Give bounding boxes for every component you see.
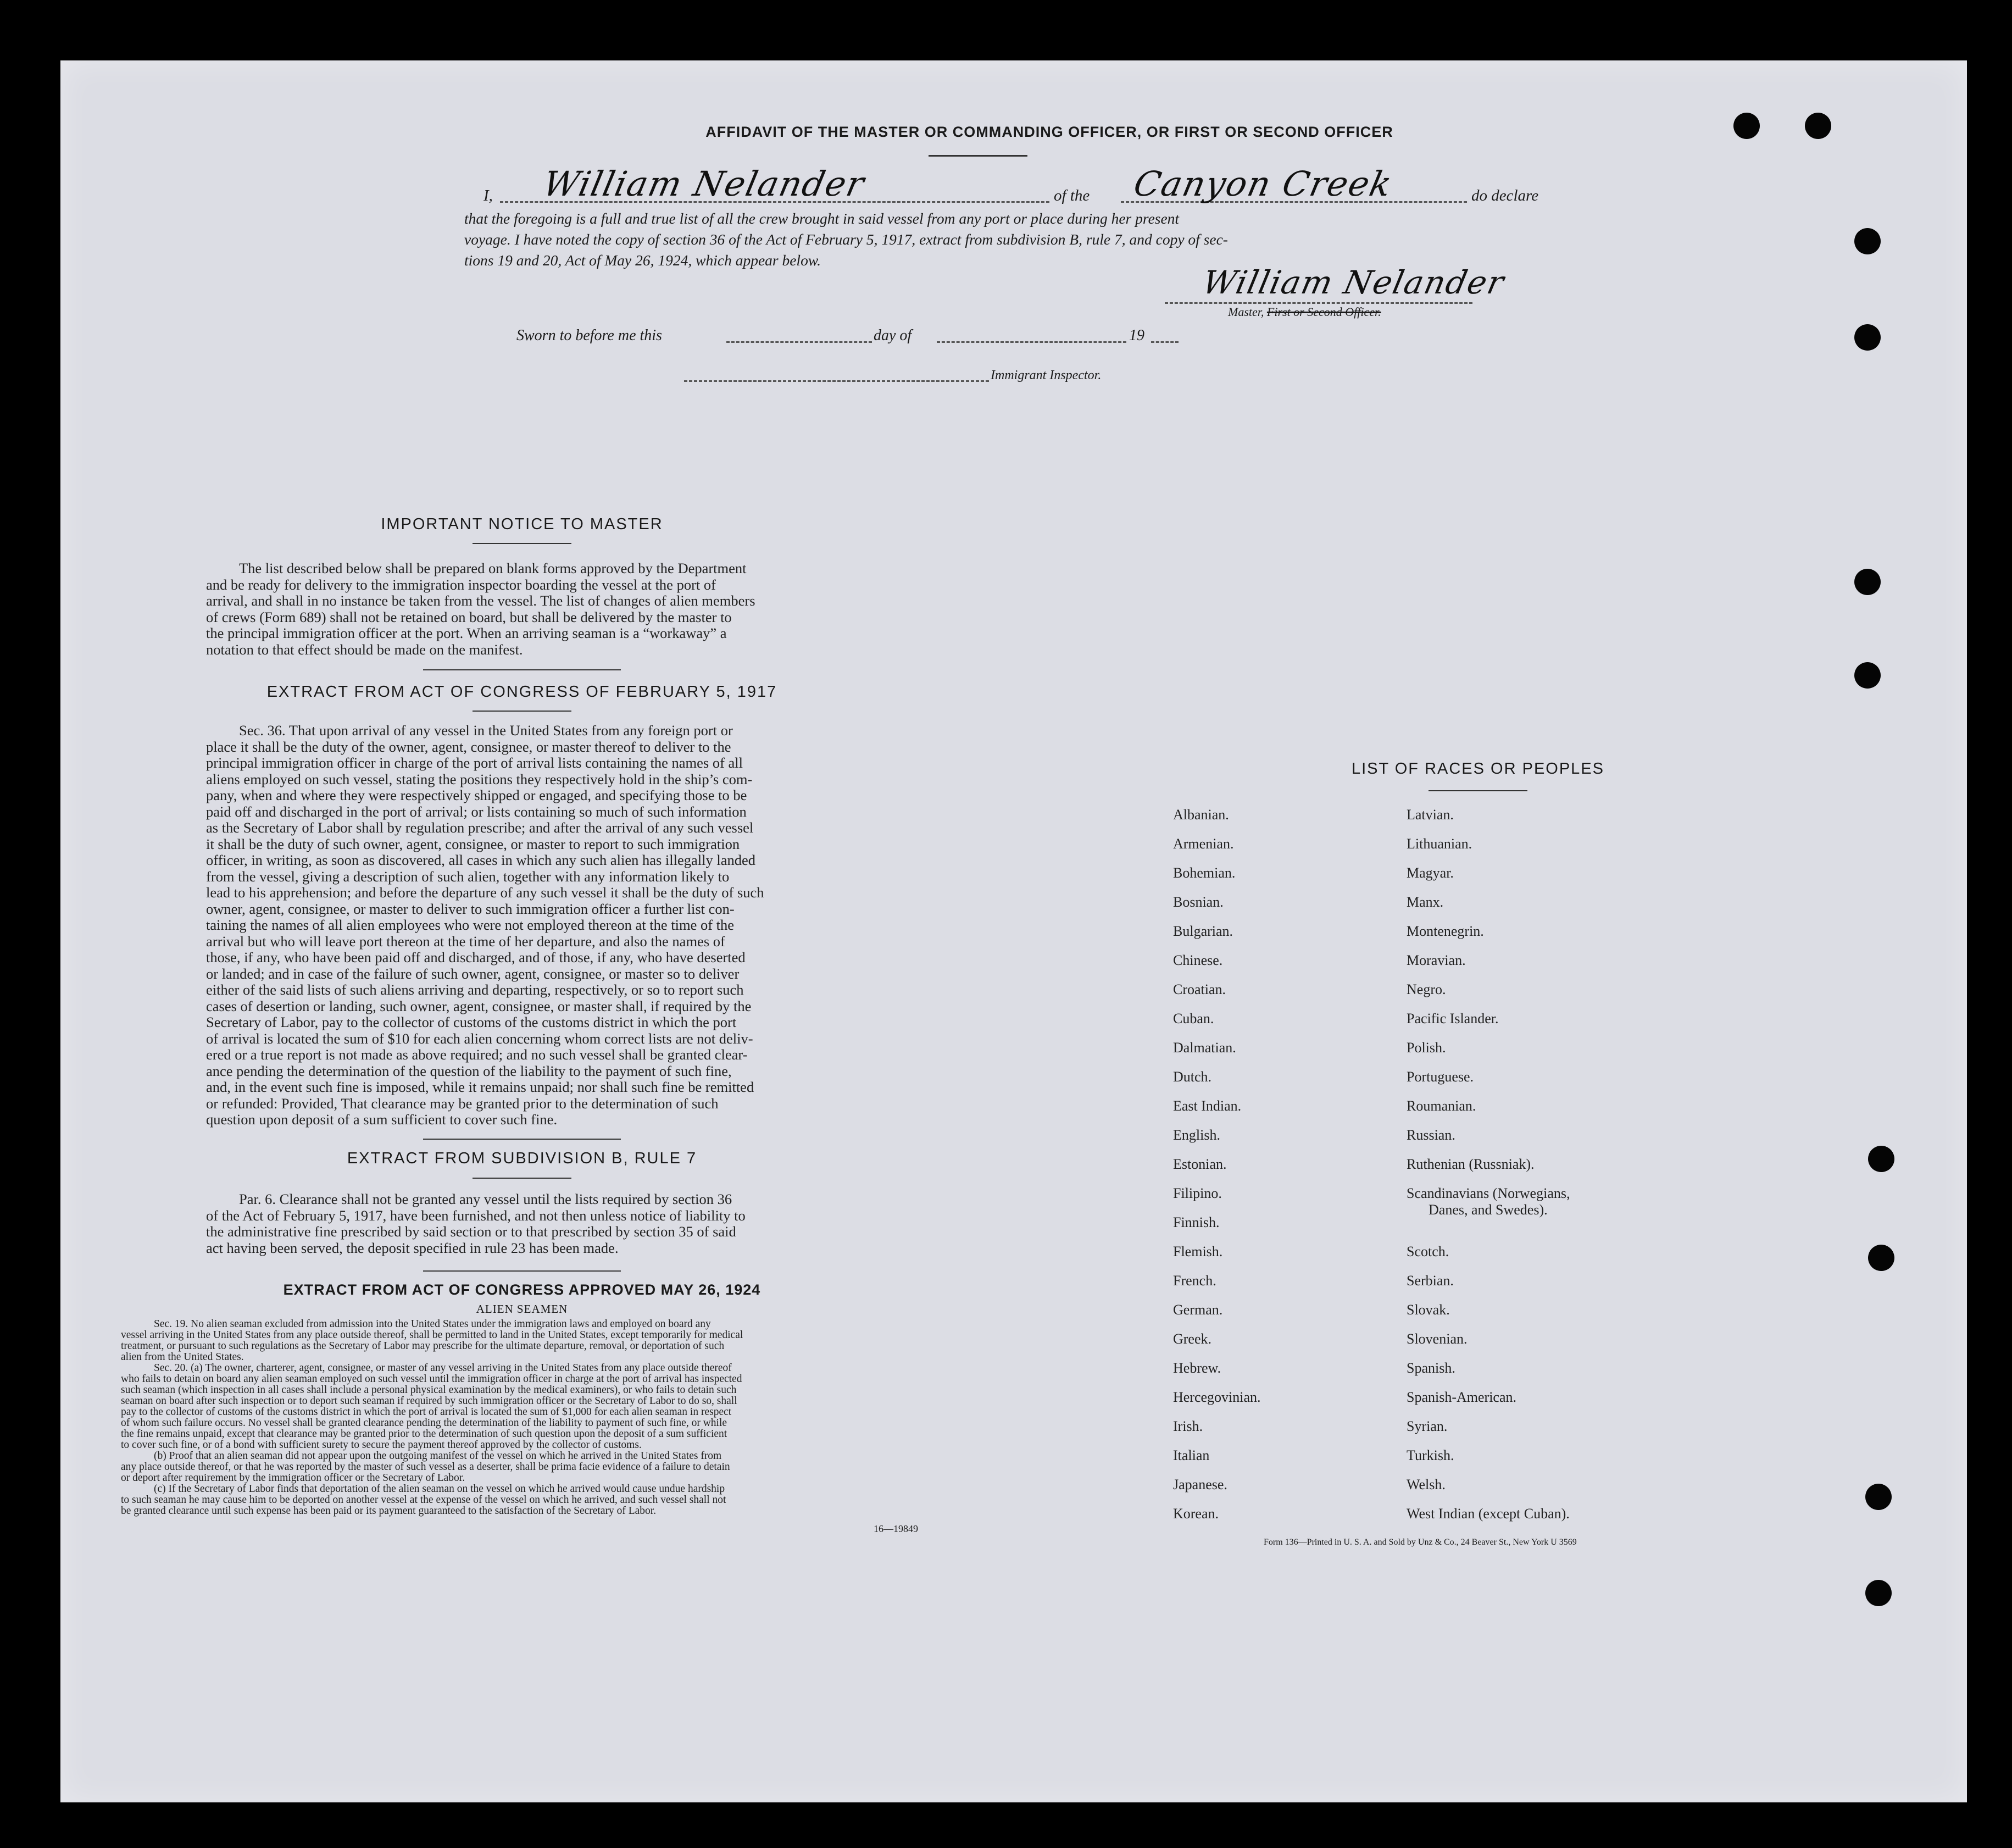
act1924-line: (b) Proof that an alien seaman did not appear upon the outgoing manifest of the vessel on which he arrived in the United States from [154, 1450, 722, 1462]
rule7-title: EXTRACT FROM SUBDIVISION B, RULE 7 [347, 1150, 697, 1167]
punch-hole [1733, 113, 1760, 139]
act1924-line: (c) If the Secretary of Labor finds that deportation of the alien seaman on the vessel on which he arrived would cause undue hardship [154, 1483, 725, 1495]
race-item: Bosnian. [1173, 894, 1224, 910]
race-item: Hebrew. [1173, 1360, 1221, 1376]
act1917-line: question upon deposit of a sum sufficient to cover such fine. [206, 1111, 558, 1128]
race-item: Ruthenian (Russniak). [1407, 1156, 1535, 1172]
act1924-line: Sec. 20. (a) The owner, charterer, agent, consignee, or master of any vessel arriving in the United States from any place outside thereof [154, 1362, 732, 1374]
race-item: Danes, and Swedes). [1429, 1202, 1548, 1218]
race-item: Finnish. [1173, 1214, 1220, 1230]
rule7-end-rule [423, 1270, 621, 1272]
act1924-line: who fails to detain on board any alien seaman employed on such vessel until the immigration officer in charge at the port of arrival has inspected [121, 1373, 742, 1385]
punch-hole [1854, 228, 1881, 254]
race-item: Korean. [1173, 1506, 1219, 1522]
race-item: Albanian. [1173, 807, 1229, 823]
race-item: Chinese. [1173, 952, 1223, 968]
act1924-subtitle: ALIEN SEAMEN [476, 1302, 568, 1316]
act1924-line: Sec. 19. No alien seaman excluded from admission into the United States under the immigration laws and employed on board any [154, 1318, 711, 1330]
race-item: English. [1173, 1127, 1220, 1143]
race-item: Spanish. [1407, 1360, 1455, 1376]
race-item: Slovak. [1407, 1302, 1450, 1318]
race-item: East Indian. [1173, 1098, 1242, 1114]
act1917-line: and, in the event such fine is imposed, while it remains unpaid; nor shall such fine be remitted [206, 1079, 754, 1095]
rule7-line: Par. 6. Clearance shall not be granted any vessel until the lists required by section 36 [239, 1191, 732, 1207]
races-rule [1429, 790, 1527, 791]
act1917-line: as the Secretary of Labor shall by regulation prescribe; and after the arrival of any such vessel [206, 819, 754, 836]
act1917-line: it shall be the duty of such owner, agent, consignee, or master to report to such immigration [206, 835, 740, 852]
act1917-rule [473, 711, 571, 712]
race-item: German. [1173, 1302, 1223, 1318]
race-item: Latvian. [1407, 807, 1454, 823]
document-sheet [60, 60, 1967, 1802]
act1917-line: pany, when and where they were respectively shipped or engaged, and specifying those to be [206, 787, 747, 803]
race-item: Estonian. [1173, 1156, 1227, 1172]
race-item: Manx. [1407, 894, 1444, 910]
notice-paragraph [206, 560, 890, 658]
act1924-line: treatment, or pursuant to such regulations as the Secretary of Labor may prescribe for the ultimate departure, removal, or deportation of such [121, 1340, 725, 1352]
rule7-line: act having been served, the deposit specified in rule 23 has been made. [206, 1239, 619, 1256]
act1917-line: aliens employed on such vessel, stating the positions they respectively hold in the ship’s com- [206, 770, 753, 787]
race-item: Croatian. [1173, 981, 1226, 997]
sworn-text: Sworn to before me this [516, 327, 662, 344]
race-item: Serbian. [1407, 1273, 1454, 1289]
act1924-line: or deport after requirement by the immigration officer or the Secretary of Labor. [121, 1472, 465, 1484]
punch-hole [1854, 569, 1881, 595]
race-item: Bulgarian. [1173, 923, 1233, 939]
act1917-line: ance pending the determination of the question of the liability to the payment of such fine, [206, 1062, 732, 1079]
act1924-line: any place outside thereof, or that he was reported by the master of such vessel as a deserter, shall be prima facie evidence of a failure to detain [121, 1461, 730, 1473]
master-word: Master, [1228, 305, 1264, 319]
rule7-paragraph [206, 1191, 890, 1256]
act1924-line: such seaman (which inspection in all cases shall include a personal physical examination by the medical examiners), or who fails to detain such [121, 1384, 737, 1396]
races-title: LIST OF RACES OR PEOPLES [1351, 760, 1605, 778]
act1917-line: or refunded: Provided, That clearance may be granted prior to the determination of such [206, 1095, 719, 1112]
rule7-line: of the Act of February 5, 1917, have been furnished, and not then unless notice of liability to [206, 1207, 746, 1224]
form-code: 16—19849 [874, 1523, 918, 1534]
notice-rule [473, 543, 571, 544]
sworn-month-line [937, 341, 1126, 343]
act1924-line: alien from the United States. [121, 1351, 244, 1363]
race-item: Welsh. [1407, 1477, 1446, 1492]
notice-line: notation to that effect should be made on the manifest. [206, 641, 523, 658]
act1924-line: to such seaman he may cause him to be deported on another vessel at the expense of the vessel on which he arrived, and such vessel shall not [121, 1494, 726, 1506]
act1917-line: Sec. 36. That upon arrival of any vessel in the United States from any foreign port or [239, 722, 733, 739]
master-signature: William Nelander [1199, 264, 1508, 301]
i-word: I, [483, 187, 493, 204]
year-text: 19 [1129, 327, 1144, 344]
notice-line: the principal immigration officer at the port. When an arriving seaman is a “workaway” a [206, 625, 727, 641]
printer-footer: Form 136—Printed in U. S. A. and Sold by Unz & Co., 24 Beaver St., New York U 3569 [1264, 1538, 1577, 1547]
affidavit-line-3: voyage. I have noted the copy of section 36 of the Act of February 5, 1917, extract from subdivision B, rule 7, and copy of sec- [464, 231, 1228, 248]
act1917-line: place it shall be the duty of the owner, agent, consignee, or master thereof to deliver to the [206, 738, 731, 755]
struck-officer-label: First or Second Officer. [1266, 305, 1381, 319]
race-item: Dalmatian. [1173, 1040, 1236, 1056]
signature-line [1165, 302, 1472, 304]
race-item: Slovenian. [1407, 1331, 1468, 1347]
race-item: Lithuanian. [1407, 836, 1472, 852]
race-item: Russian. [1407, 1127, 1455, 1143]
punch-hole [1854, 324, 1881, 351]
act1917-title: EXTRACT FROM ACT OF CONGRESS OF FEBRUARY 5, 1917 [266, 683, 777, 701]
day-of-text: day of [874, 327, 912, 344]
act1917-line: those, if any, who have been paid off and discharged, and of those, if any, who have deserted [206, 949, 746, 965]
race-item: Syrian. [1407, 1418, 1448, 1434]
master-label [1228, 305, 1381, 319]
title-rule [929, 155, 1027, 157]
race-item: Montenegrin. [1407, 923, 1484, 939]
affidavit-line-2: that the foregoing is a full and true list of all the crew brought in said vessel from any port or place during her present [464, 210, 1180, 227]
race-item: Polish. [1407, 1040, 1446, 1056]
inspector-label: Immigrant Inspector. [991, 368, 1102, 382]
act1924-line: pay to the collector of customs of the customs district in which the port of arrival is located the sum of $1,000 for each alien seaman in respect [121, 1406, 732, 1418]
punch-hole [1868, 1245, 1894, 1271]
act1924-line: be granted clearance until such expense has been paid or its payment guaranteed to the satisfaction of the Secretary of Labor. [121, 1505, 657, 1517]
act1917-line: ered or a true report is not made as above required; and no such vessel shall be granted clear- [206, 1046, 748, 1063]
race-item: Negro. [1407, 981, 1446, 997]
race-item: Armenian. [1173, 836, 1234, 852]
act1917-line: of arrival is located the sum of $10 for each alien concerning whom correct lists are not deliv- [206, 1030, 753, 1047]
notice-line: The list described below shall be prepared on blank forms approved by the Department [239, 560, 747, 576]
do-declare-text: do declare [1471, 187, 1539, 204]
notice-line: arrival, and shall in no instance be taken from the vessel. The list of changes of alien members [206, 592, 755, 609]
race-item: Moravian. [1407, 952, 1466, 968]
race-item: Scandinavians (Norwegians, [1407, 1185, 1570, 1201]
race-item: Roumanian. [1407, 1098, 1476, 1114]
act1917-line: from the vessel, giving a description of such alien, together with any information likely to [206, 868, 730, 885]
race-item: Filipino. [1173, 1185, 1222, 1201]
punch-hole [1854, 662, 1881, 689]
race-item: Dutch. [1173, 1069, 1212, 1085]
act1917-line: paid off and discharged in the port of arrival; or lists containing so much of such information [206, 803, 747, 820]
act1917-line: owner, agent, consignee, or master to deliver to such immigration officer a further list con- [206, 900, 735, 917]
race-item: Greek. [1173, 1331, 1212, 1347]
act1917-end-rule [423, 1139, 621, 1140]
act1917-line: officer, in writing, as soon as discovered, all cases in which any such alien has illegally landed [206, 852, 756, 868]
act1917-line: cases of desertion or landing, such owner, agent, consignee, or master shall, if required by the [206, 997, 752, 1014]
race-item: Turkish. [1407, 1447, 1454, 1463]
act1917-line: either of the said lists of such aliens arriving and departing, respectively, or so to report such [206, 981, 744, 998]
sworn-year-line [1151, 341, 1179, 343]
notice-line: of crews (Form 689) shall not be retained on board, but shall be delivered by the master to [206, 608, 732, 625]
act1917-line: principal immigration officer in charge of the port of arrival lists containing the names of all [206, 754, 743, 771]
handwritten-vessel-name: Canyon Creek [1130, 164, 1397, 204]
punch-hole [1805, 113, 1831, 139]
race-item: French. [1173, 1273, 1216, 1289]
act1917-line: or landed; and in case of the failure of such owner, agent, consignee, or master so to deliver [206, 965, 740, 982]
race-item: Magyar. [1407, 865, 1454, 881]
act1924-line: the fine remains unpaid, except that clearance may be granted prior to the determination of such question upon the deposit of a sum sufficient [121, 1428, 727, 1440]
act1917-line: Secretary of Labor, pay to the collector of customs of the customs district in which the port [206, 1014, 737, 1030]
race-item: Italian [1173, 1447, 1210, 1463]
race-item: Irish. [1173, 1418, 1203, 1434]
act1917-line: lead to his apprehension; and before the departure of any such vessel it shall be the duty of such [206, 884, 764, 901]
act1924-paragraph [121, 1319, 926, 1517]
race-item: Pacific Islander. [1407, 1011, 1499, 1026]
rule7-line: the administrative fine prescribed by said section or to that prescribed by section 35 of said [206, 1223, 736, 1240]
race-item: Scotch. [1407, 1244, 1449, 1259]
race-item: Hercegovinian. [1173, 1389, 1261, 1405]
race-item: Portuguese. [1407, 1069, 1474, 1085]
inspector-line [684, 380, 989, 382]
affidavit-title: AFFIDAVIT OF THE MASTER OR COMMANDING OFFICER, OR FIRST OR SECOND OFFICER [705, 124, 1393, 140]
race-item: Japanese. [1173, 1477, 1227, 1492]
notice-end-rule [423, 669, 621, 670]
race-item: Bohemian. [1173, 865, 1236, 881]
punch-hole [1865, 1484, 1892, 1510]
act1917-line: arrival but who will leave port thereon at the time of her departure, and also the names of [206, 933, 725, 950]
act1924-line: to cover such fine, or of a bond with sufficient surety to secure the payment thereof approved by the collector of customs. [121, 1439, 642, 1451]
race-item: West Indian (except Cuban). [1407, 1506, 1570, 1522]
punch-hole [1865, 1580, 1892, 1606]
of-the-text: of the [1054, 187, 1090, 204]
act1917-paragraph [206, 723, 890, 1128]
notice-title: IMPORTANT NOTICE TO MASTER [381, 515, 663, 533]
act1917-line: taining the names of all alien employees who were not employed thereon at the time of the [206, 917, 735, 933]
rule7-rule [473, 1178, 571, 1179]
affidavit-line-4: tions 19 and 20, Act of May 26, 1924, which appear below. [464, 252, 821, 269]
act1924-line: vessel arriving in the United States from any place outside thereof, shall be permitted to land in the United States, except temporarily for medical [121, 1329, 743, 1341]
race-item: Flemish. [1173, 1244, 1223, 1259]
punch-hole [1868, 1146, 1894, 1172]
notice-line: and be ready for delivery to the immigration inspector boarding the vessel at the port of [206, 576, 716, 593]
handwritten-master-name: William Nelander [540, 164, 869, 204]
act1924-line: seaman on board after such inspection or to deport such seaman if required by such immigration officer or the Secretary of Labor to do so, shall [121, 1395, 737, 1407]
act1924-title: EXTRACT FROM ACT OF CONGRESS APPROVED MAY 26, 1924 [283, 1281, 761, 1298]
race-item: Cuban. [1173, 1011, 1214, 1026]
act1924-line: of whom such failure occurs. No vessel shall be granted clearance pending the determination of the liability to payment of such fine, or while [121, 1417, 727, 1429]
race-item: Spanish-American. [1407, 1389, 1517, 1405]
sworn-day-line [726, 341, 872, 343]
